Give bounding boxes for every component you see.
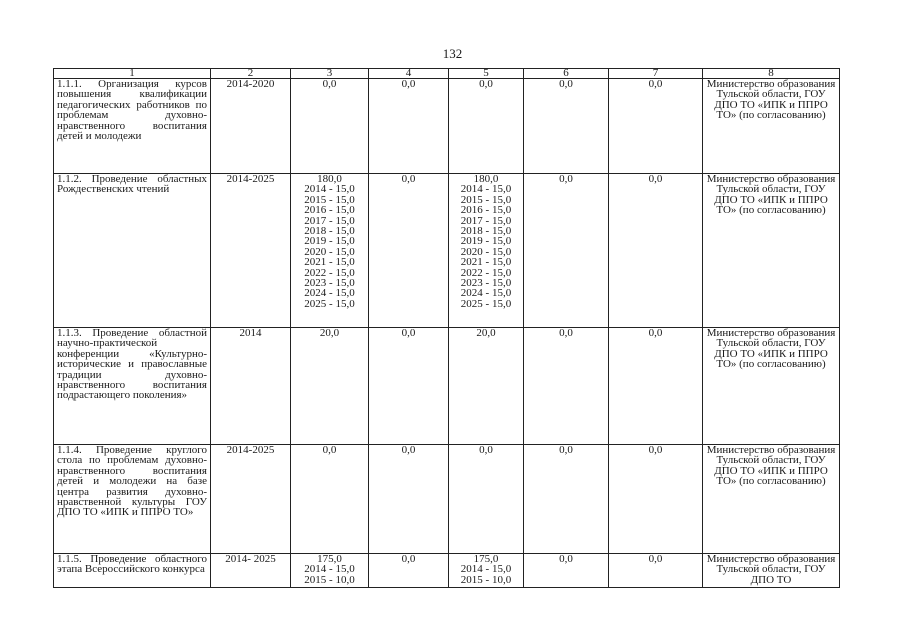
table-row [54,174,840,328]
amount-line: 2022 - 15,0 [304,266,355,279]
column-header: 1 [54,69,211,79]
amount-line: 20,0 [319,327,340,339]
measure-name: 1.1.4. Проведение круглого стола по проблемам духовно-нравственного воспитания детей и молодежи на базе центра развития духовно-нравственной культуры ГОУ ДПО ТО «ИПК и ППРО ТО» [54,445,211,554]
col6-value: 0,0 [524,79,609,174]
col6-value: 0,0 [524,328,609,445]
amount-line: 2017 - 15,0 [460,214,512,227]
amount-line: 2025 - 15,0 [460,297,512,310]
amount-line: 2015 - 10,0 [460,573,512,586]
table-row [54,328,840,445]
amount-line: 2019 - 15,0 [304,235,355,248]
responsible: Министерство образования Тульской области, ГОУ ДПО ТО [703,554,840,588]
total-funding [291,554,369,588]
amount-line: 2020 - 15,0 [304,245,355,258]
amount-line: 20,0 [476,327,496,339]
regional-budget [449,554,524,588]
table-row [54,445,840,554]
col4-value: 0,0 [369,328,449,445]
amount-line: 2015 - 15,0 [304,193,355,206]
amount-line: 2024 - 15,0 [304,287,355,300]
total-funding [291,445,369,554]
total-funding [291,174,369,328]
amount-line: 175,0 [473,553,499,565]
col4-value: 0,0 [369,554,449,588]
col4-value: 0,0 [369,79,449,174]
col6-value: 0,0 [524,174,609,328]
col7-value: 0,0 [609,174,703,328]
col7-value: 0,0 [609,328,703,445]
regional-budget [449,445,524,554]
measure-name: 1.1.5. Проведение областного этапа Всероссийского конкурса [54,554,211,588]
regional-budget [449,328,524,445]
period: 2014- 2025 [211,554,291,588]
amount-line: 2016 - 15,0 [460,204,512,217]
column-number-row [54,69,840,79]
amount-line: 2021 - 15,0 [304,256,355,269]
column-header: 3 [291,69,369,79]
period: 2014 [211,328,291,445]
amount-line: 2025 - 15,0 [304,297,355,310]
regional-budget [449,174,524,328]
measure-name: 1.1.2. Проведение областных Рождественских чтений [54,174,211,328]
amount-line: 180,0 [473,173,499,185]
amount-line: 0,0 [479,444,493,456]
period: 2014-2020 [211,79,291,174]
column-header: 6 [524,69,609,79]
total-funding [291,79,369,174]
amount-line: 0,0 [322,78,337,90]
amount-line: 2015 - 15,0 [460,193,512,206]
page-number: 132 [442,46,463,61]
amount-line: 2017 - 15,0 [304,214,355,227]
amount-line: 2022 - 15,0 [460,266,512,279]
amount-line: 175,0 [317,553,342,565]
responsible: Министерство образования Тульской области, ГОУ ДПО ТО «ИПК и ППРО ТО» (по согласованию) [703,328,840,445]
responsible: Министерство образования Тульской области, ГОУ ДПО ТО «ИПК и ППРО ТО» (по согласованию) [703,174,840,328]
column-header: 7 [609,69,703,79]
amount-line: 2020 - 15,0 [460,245,512,258]
measure-name: 1.1.1. Организация курсов повышения квалификации педагогических работников по проблемам духовно-нравственного воспитания детей и молодежи [54,79,211,174]
program-measures-table [53,68,840,588]
regional-budget [449,79,524,174]
column-header: 4 [369,69,449,79]
col7-value: 0,0 [609,79,703,174]
responsible: Министерство образования Тульской области, ГОУ ДПО ТО «ИПК и ППРО ТО» (по согласованию) [703,79,840,174]
table-row [54,79,840,174]
amount-line: 2014 - 15,0 [304,563,355,576]
amount-line: 2018 - 15,0 [304,225,355,238]
amount-line: 2018 - 15,0 [460,225,512,238]
col6-value: 0,0 [524,554,609,588]
table-row [54,554,840,588]
amount-line: 2014 - 15,0 [304,183,355,196]
amount-line: 2024 - 15,0 [460,287,512,300]
amount-line: 2014 - 15,0 [460,563,512,576]
col4-value: 0,0 [369,445,449,554]
measure-name: 1.1.3. Проведение областной научно-практической конференции «Культурно-исторические и православные традиции духовно-нравственного воспитания подрастающего поколения» [54,328,211,445]
amount-line: 2023 - 15,0 [460,277,512,290]
responsible: Министерство образования Тульской области, ГОУ ДПО ТО «ИПК и ППРО ТО» (по согласованию) [703,445,840,554]
amount-line: 2023 - 15,0 [304,277,355,290]
amount-line: 0,0 [322,444,337,456]
column-header: 8 [703,69,840,79]
period: 2014-2025 [211,445,291,554]
amount-line: 2014 - 15,0 [460,183,512,196]
amount-line: 2021 - 15,0 [460,256,512,269]
amount-line: 0,0 [479,78,493,90]
column-header: 2 [211,69,291,79]
col7-value: 0,0 [609,554,703,588]
amount-line: 2019 - 15,0 [460,235,512,248]
amount-line: 2016 - 15,0 [304,204,355,217]
period: 2014-2025 [211,174,291,328]
col4-value: 0,0 [369,174,449,328]
amount-line: 2015 - 10,0 [304,573,355,586]
col7-value: 0,0 [609,445,703,554]
col6-value: 0,0 [524,445,609,554]
column-header: 5 [449,69,524,79]
amount-line: 180,0 [317,173,342,185]
total-funding [291,328,369,445]
